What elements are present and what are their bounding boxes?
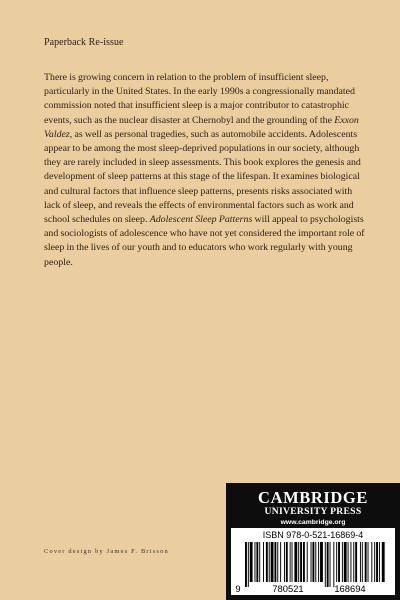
barcode-bar	[348, 542, 349, 582]
barcode-bar	[376, 542, 378, 582]
barcode-bar	[362, 542, 363, 582]
barcode-bar	[307, 542, 308, 582]
barcode-bar	[318, 542, 319, 582]
barcode-bar	[327, 542, 329, 587]
cover-design-credit: Cover design by James F. Brisson	[44, 548, 169, 555]
barcode-bar	[336, 542, 337, 582]
publisher-box	[226, 483, 400, 600]
barcode-digit-first: 9	[235, 583, 241, 594]
barcode-bar	[294, 542, 297, 582]
barcode-bar	[286, 542, 288, 582]
barcode-panel	[231, 528, 395, 595]
ship-name: Exxon Valdez	[44, 114, 359, 140]
barcode-bar	[300, 542, 302, 582]
barcode	[231, 541, 395, 595]
barcode-bar	[379, 542, 380, 582]
back-cover-blurb	[44, 71, 366, 270]
barcode-bar	[382, 542, 385, 582]
barcode-bar	[320, 542, 323, 582]
barcode-bar	[312, 542, 314, 582]
barcode-digits-left: 780521	[272, 583, 304, 594]
blurb-text-part-3: will appeal to psychologists and sociologists of adolescence who have not yet considered the important role of sleep in the lives of our youth and to educators who work regularly with young people.	[44, 214, 365, 268]
isbn-label: ISBN 978-0-521-16869-4	[262, 530, 364, 540]
barcode-bar	[338, 542, 340, 582]
barcode-bar	[271, 542, 274, 582]
barcode-bar	[368, 542, 369, 582]
barcode-bar	[277, 542, 278, 582]
barcode-bar	[250, 542, 253, 582]
barcode-bar	[374, 542, 375, 582]
barcode-bar	[344, 542, 347, 582]
barcode-bar	[284, 542, 285, 582]
barcode-bar	[280, 542, 281, 582]
barcode-bar	[325, 542, 326, 587]
barcode-bar	[266, 542, 268, 582]
publisher-url: www.cambridge.org	[280, 519, 346, 526]
barcode-bar	[248, 542, 249, 587]
barcode-bar	[371, 542, 372, 582]
barcode-bar	[292, 542, 293, 582]
book-title: Adolescent Sleep Patterns	[149, 214, 253, 226]
barcode-bar	[274, 542, 276, 582]
barcode-bar	[259, 542, 260, 582]
barcode-bar	[290, 542, 291, 582]
barcode-bar	[360, 542, 361, 582]
barcode-bar	[330, 542, 331, 587]
barcode-bar	[365, 542, 367, 582]
blurb-text-part-2: , as well as personal tragedies, such as automobile accidents. Adolescents appear to be among the most sleep-deprived populations in our society, although they are rarely included in sleep assessments. This book explores the genesis and development of sleep patterns at this stage of the lifespan. It examines biological and cultural factors that influence sleep patterns, presents risks associated with lack of sleep, and reveals the effects of environmental factors such as work and school schedules on sleep.	[44, 128, 361, 226]
barcode-bar	[256, 542, 258, 582]
barcode-bar	[342, 542, 343, 582]
barcode-bar	[245, 542, 247, 587]
barcode-bar	[298, 542, 299, 582]
barcode-bar	[263, 542, 264, 582]
barcode-digits-right: 168694	[334, 583, 366, 594]
blurb-text-part-1: There is growing concern in relation to the problem of insufficient sleep, particularly in the United States. In the early 1990s a congressionally mandated commission noted that insufficient sleep is a major contributor to catastrophic events, such as the nuclear disaster at Chernobyl and the grounding of the	[44, 72, 355, 126]
barcode-bar	[353, 542, 354, 582]
publisher-name: CAMBRIDGE	[258, 488, 368, 507]
barcode-bar	[333, 542, 334, 587]
barcode-bar	[303, 542, 305, 582]
reissue-label: Paperback Re-issue	[44, 37, 124, 48]
barcode-bar	[311, 542, 312, 582]
barcode-bar	[350, 542, 351, 582]
barcode-bar	[255, 542, 256, 582]
barcode-bars	[245, 542, 385, 587]
barcode-bar	[355, 542, 357, 582]
publisher-subtitle: UNIVERSITY PRESS	[264, 506, 362, 517]
barcode-bar	[269, 542, 270, 582]
barcode-bar	[315, 542, 316, 582]
